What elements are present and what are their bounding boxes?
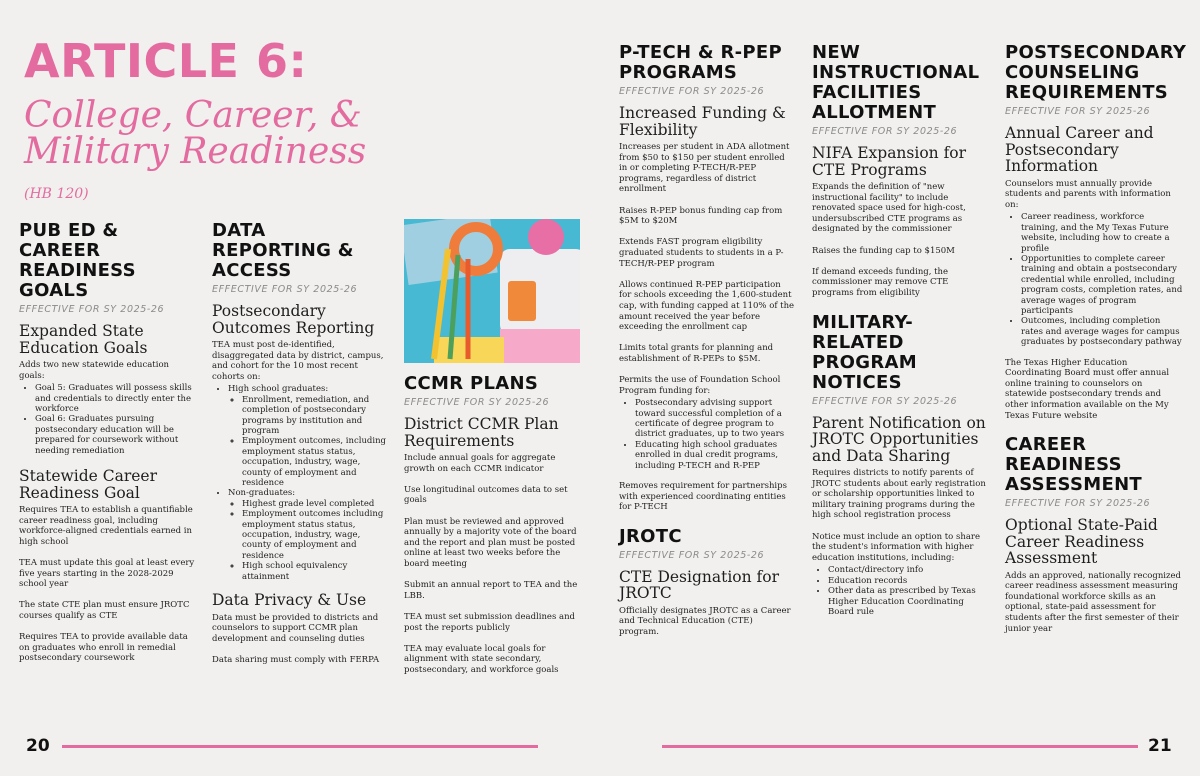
list-item: • Career readiness, workforce training, and the My Texas Future website, including how to create a profile — [1021, 212, 1183, 254]
photo-illustration — [404, 219, 580, 363]
column-nifa — [812, 43, 988, 627]
list-item — [228, 488, 390, 582]
effective-label: EFFECTIVE FOR SY 2025-26 — [404, 397, 550, 408]
paragraph: Submit an annual report to TEA and the LBB. — [404, 580, 578, 601]
sub-list — [228, 499, 390, 582]
list-item: • Other data as prescribed by Texas Higher Education Coordinating Board rule — [828, 586, 988, 617]
list-item: • Postsecondary advising support toward successful completion of a certificate of degree program to district graduates, up to two years — [635, 398, 795, 440]
paragraph: Data sharing must comply with FERPA — [212, 654, 380, 665]
section-heading: P-TECH & R-PEP PROGRAMS — [619, 42, 782, 83]
effective-label: EFFECTIVE FOR SY 2025-26 — [212, 284, 358, 295]
list-item-label: Non-graduates: — [228, 488, 296, 499]
paragraph: TEA must post de-identified, disaggregated data by district, campus, and cohort for the 10 most recent cohorts on: — [212, 340, 384, 382]
section-heading: CCMR PLANS — [404, 373, 539, 394]
paragraph: TEA may evaluate local goals for alignment with state secondary, postsecondary, and workforce goals — [404, 643, 559, 675]
paragraph: Requires TEA to provide available data on graduates who enroll in remedial postsecondary coursework — [19, 632, 188, 664]
effective-label: EFFECTIVE FOR SY 2025-26 — [19, 304, 165, 315]
footer-rule-left — [62, 745, 538, 748]
bill-number: (HB 120) — [24, 186, 89, 202]
paragraph: Officially designates JROTC as a Career and Technical Education (CTE) program. — [619, 605, 791, 638]
article-number: ARTICLE 6: — [24, 34, 308, 88]
bullet-list — [212, 384, 390, 582]
paragraph: Use longitudinal outcomes data to set goals — [404, 484, 568, 506]
bullet-list — [19, 383, 195, 456]
bullet-list — [1005, 212, 1183, 347]
effective-label: EFFECTIVE FOR SY 2025-26 — [812, 395, 958, 407]
sub-list-item: ◦ Employment outcomes including employment status status, occupation, industry, wage, county of employment and residence — [242, 509, 390, 561]
effective-label: EFFECTIVE FOR SY 2025-26 — [1005, 106, 1151, 117]
section-heading: NEW INSTRUCTIONAL FACILITIES ALLOTMENT — [812, 42, 980, 123]
paragraph: Allows continued R-PEP participation for schools exceeding the 1,600-student cap, with funding capped at 110% of the amount received the year before exceeding the enrollment cap — [619, 279, 795, 333]
column-data-reporting — [212, 221, 390, 676]
column-goals — [19, 221, 195, 675]
sub-list-item: ◦ Employment outcomes, including employment status status, occupation, industry, wage, county of employment and residence — [242, 436, 390, 488]
page-number-left: 20 — [26, 736, 50, 756]
page-number-right: 21 — [1148, 736, 1172, 756]
paragraph: Limits total grants for planning and establishment of R-PEPs to $5M. — [619, 343, 774, 364]
subsection-heading: Parent Notification on JROTC Opportunities and Data Sharing — [812, 413, 986, 465]
paragraph: Expands the definition of "new instructional facility" to include renovated space used for high-cost, undersubscribed CTE programs as designated by the commissioner — [812, 182, 966, 235]
paragraph: Requires districts to notify parents of JROTC students about early registration or scholarship opportunities linked to military training programs during the high school registration process — [812, 468, 986, 521]
list-item: • Educating high school graduates enrolled in dual credit programs, including P-TECH and R-PEP — [635, 440, 795, 471]
school-supplies-photo — [404, 219, 580, 363]
sub-list — [228, 395, 390, 489]
paragraph: Requires TEA to establish a quantifiable career readiness goal, including workforce-aligned credentials earned in high school — [19, 505, 193, 547]
paragraph: Removes requirement for partnerships with experienced coordinating entities for P-TECH — [619, 481, 787, 513]
list-item — [228, 384, 390, 488]
subsection-heading: Statewide Career Readiness Goal — [19, 467, 158, 502]
paragraph: TEA must update this goal at least every five years starting in the 2028-2029 school year — [19, 558, 195, 590]
effective-label: EFFECTIVE FOR SY 2025-26 — [1005, 498, 1151, 510]
list-item: • Contact/directory info — [828, 565, 988, 575]
list-item: • Outcomes, including completion rates and average wages for campus graduates by postsecondary pathway — [1021, 316, 1183, 347]
paragraph: Include annual goals for aggregate growth on each CCMR indicator — [404, 453, 556, 474]
section-heading: MILITARY-RELATED PROGRAM NOTICES — [812, 311, 917, 393]
paragraph: Permits the use of Foundation School Program funding for: — [619, 375, 781, 396]
paragraph: Raises R-PEP bonus funding cap from $5M to $20M — [619, 205, 783, 227]
subsection-heading: Postsecondary Outcomes Reporting — [212, 302, 375, 337]
column-ptech — [619, 43, 795, 648]
sub-list-item: ◦ Enrollment, remediation, and completion of postsecondary programs by institution and program — [242, 395, 390, 437]
article-title: College, Career, & Military Readiness — [24, 95, 367, 172]
effective-label: EFFECTIVE FOR SY 2025-26 — [812, 126, 958, 137]
paragraph: TEA must set submission deadlines and post the reports publicly — [404, 611, 576, 633]
subsection-heading: Data Privacy & Use — [212, 591, 367, 610]
paragraph: Adds two new statewide education goals: — [19, 360, 170, 381]
column-counseling — [1005, 42, 1187, 645]
footer-rule-right — [662, 745, 1138, 748]
subsection-heading: NIFA Expansion for CTE Programs — [812, 144, 967, 179]
column-ccmr-plans — [404, 374, 584, 686]
subsection-heading: Increased Funding & Flexibility — [619, 104, 786, 139]
subsection-heading: CTE Designation for JROTC — [619, 567, 780, 603]
effective-label: EFFECTIVE FOR SY 2025-26 — [619, 86, 765, 97]
subsection-heading: District CCMR Plan Requirements — [404, 415, 559, 450]
paragraph: Notice must include an option to share the student's information with higher education institutions, including: — [812, 531, 980, 563]
paragraph: Extends FAST program eligibility graduated students to students in a P-TECH/R-PEP program — [619, 237, 784, 269]
paragraph: Raises the funding cap to $150M — [812, 245, 955, 256]
paragraph: If demand exceeds funding, the commissioner may remove CTE programs from eligibility — [812, 266, 949, 298]
subsection-heading: Annual Career and Postsecondary Information — [1005, 124, 1154, 175]
bullet-list — [812, 565, 988, 617]
section-heading: POSTSECONDARY COUNSELING REQUIREMENTS — [1005, 42, 1187, 103]
sub-list-item: ◦ Highest grade level completed — [242, 499, 390, 509]
list-item-label: High school graduates: — [228, 384, 329, 395]
section-heading: CAREER READINESS ASSESSMENT — [1005, 434, 1143, 496]
list-item: • Goal 5: Graduates will possess skills and credentials to directly enter the workforce — [35, 383, 195, 414]
section-heading: DATA REPORTING & ACCESS — [212, 220, 354, 281]
section-heading: PUB ED & CAREER READINESS GOALS — [19, 220, 136, 301]
list-item: • Opportunities to complete career training and obtain a postsecondary credential while enrolled, including program costs, completion rates, and average wages of program participants — [1021, 254, 1183, 316]
section-heading: JROTC — [619, 525, 682, 547]
effective-label: EFFECTIVE FOR SY 2025-26 — [619, 549, 765, 561]
bullet-list — [619, 398, 795, 471]
paragraph: The state CTE plan must ensure JROTC courses qualify as CTE — [19, 600, 190, 621]
list-item: • Goal 6: Graduates pursuing postsecondary education will be prepared for coursework without needing remediation — [35, 414, 195, 456]
paragraph: The Texas Higher Education Coordinating Board must offer annual online training to counselors on statewide postsecondary trends and other information available on the My Texas Future website — [1005, 357, 1170, 421]
subsection-heading: Optional State-Paid Career Readiness Assessment — [1005, 516, 1158, 568]
subsection-heading: Expanded State Education Goals — [19, 322, 148, 357]
paragraph: Counselors must annually provide students and parents with information on: — [1005, 178, 1171, 210]
paragraph: Adds an approved, nationally recognized career readiness assessment measuring foundational workforce skills as an optional, state-paid assessment for students after the first semester of their junior year — [1005, 570, 1181, 634]
paragraph: Increases per student in ADA allotment from $50 to $150 per student enrolled in or completing P-TECH/R-PEP programs, regardless of district enrollment — [619, 142, 790, 195]
sub-list-item: ◦ High school equivalency attainment — [242, 561, 390, 582]
list-item: • Education records — [828, 576, 988, 586]
paragraph: Data must be provided to districts and counselors to support CCMR plan development and counseling duties — [212, 612, 379, 644]
paragraph: Plan must be reviewed and approved annually by a majority vote of the board and the report and plan must be posted online at least two weeks before the board meeting — [404, 516, 577, 569]
